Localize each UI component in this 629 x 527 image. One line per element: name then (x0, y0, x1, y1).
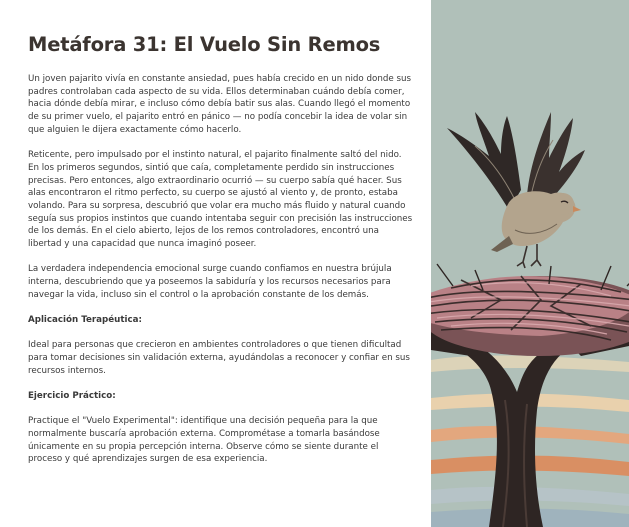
story-paragraph-3: La verdadera independencia emocional surge cuando confiamos en nuestra brújula interna, descubriendo que ya poseemos la sabiduría y los recursos necesarios para navegar la vida, incluso sin el control o la aprobación constante de los demás. (28, 264, 392, 300)
exercise-text: Practique el "Vuelo Experimental": identifique una decisión pequeña para la que normalmente buscaría aprobación externa. Comprométase a tomarla basándose únicamente en su propia percepción interna. Observe cómo se siente durante el proceso y qué aprendizajes surgen de esa experiencia. (28, 416, 380, 465)
story-paragraph-2: Reticente, pero impulsado por el instinto natural, el pajarito finalmente saltó del nido. En los primeros segundos, sintió que caía, completamente perdido sin instrucciones precisas. Pero entonces, algo extraordinario ocurrió — su cuerpo sabía qué hacer. Sus alas encontraron el ritmo perfecto, su cuerpo se ajustó al viento y, de pronto, estaba volando. Para su sorpresa, descubrió que volar era mucho más fluido y natural cuando seguía sus propios instintos que cuando intentaba seguir con precisión las instrucciones de los demás. En el cielo abierto, lejos de los remos controladores, encontró una libertad y una capacidad que nunca imaginó poseer. (28, 150, 413, 250)
text-column (28, 34, 414, 479)
page-title: Metáfora 31: El Vuelo Sin Remos (28, 33, 381, 56)
bird-nest-illustration (431, 0, 629, 527)
application-text: Ideal para personas que crecieron en ambientes controladores o que tienen dificultad para tomar decisiones sin validación externa, ayudándolas a reconocer y confiar en sus recursos internos. (28, 340, 410, 376)
illustration-panel (431, 0, 629, 527)
application-heading: Aplicación Terapéutica: (28, 315, 142, 326)
story-paragraph-1: Un joven pajarito vivía en constante ansiedad, pues había crecido en un nido donde sus padres controlaban cada aspecto de su vida. Ellos determinaban cuándo debía comer, hacia dónde debía mirar, e incluso cómo debía batir sus alas. Cuando llegó el momento de su primer vuelo, el pajarito entró en pánico — no podía concebir la idea de volar sin que alguien le dijera exactamente cómo hacerlo. (28, 74, 412, 135)
exercise-heading: Ejercicio Práctico: (28, 391, 116, 402)
